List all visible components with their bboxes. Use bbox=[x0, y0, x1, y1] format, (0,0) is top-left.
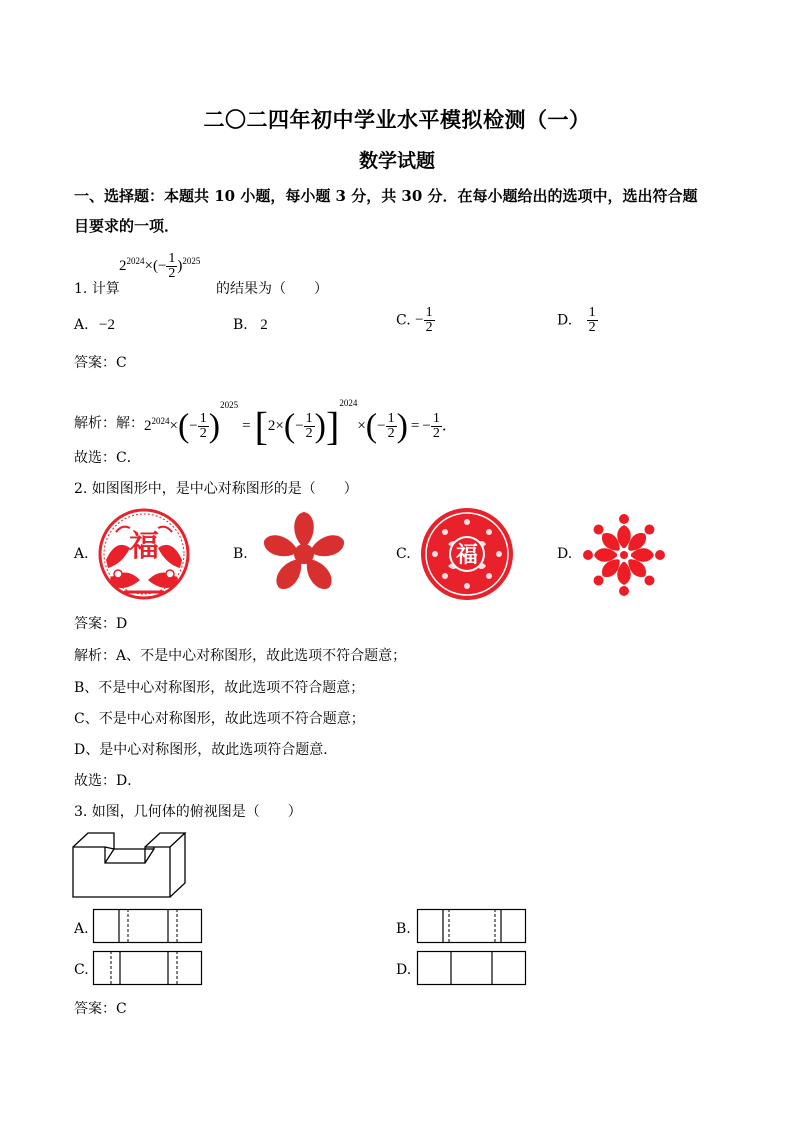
a-rparen3: ) bbox=[396, 407, 408, 445]
q2-option-d-label: D. bbox=[557, 546, 573, 562]
q1-option-c-num: 1 bbox=[425, 305, 433, 320]
q2-option-a-label: A. bbox=[74, 546, 89, 562]
q1-answer: 答案：C bbox=[74, 355, 127, 371]
a-rparen2: ) bbox=[314, 407, 326, 445]
q3-option-c-label: C. bbox=[74, 962, 89, 978]
q3-option-d-label: D. bbox=[396, 962, 412, 978]
q1-suffix: 的结果为（ ） bbox=[216, 281, 328, 297]
a-frac2 bbox=[304, 412, 315, 441]
a-minus2: − bbox=[295, 418, 304, 434]
q1-expr-times: ×(− bbox=[144, 257, 167, 274]
page-title: 二〇二四年初中学业水平模拟检测（一） bbox=[203, 107, 591, 132]
a-period: ． bbox=[441, 418, 457, 434]
q1-option-a-label: A. bbox=[74, 317, 89, 333]
a-rparen1: ) bbox=[208, 407, 221, 445]
q3-option-b-label: B. bbox=[396, 921, 411, 937]
a-times3: × bbox=[357, 418, 366, 434]
q1-option-d bbox=[557, 306, 598, 335]
a-frac3 bbox=[386, 412, 397, 441]
q2-option-c-label: C. bbox=[396, 546, 411, 562]
paper-cut-fu-round-icon bbox=[418, 506, 516, 602]
q3-option-b-view bbox=[417, 909, 527, 944]
five-petal-flower-icon bbox=[256, 508, 352, 598]
fu-char-a: 福 bbox=[129, 529, 159, 564]
q1-option-d-fraction bbox=[587, 306, 598, 335]
q2-analysis-line2: B、不是中心对称图形，故此选项不符合题意； bbox=[74, 680, 365, 696]
a-lparen1: ( bbox=[177, 407, 190, 445]
paper-cut-fu-lions-icon bbox=[96, 508, 192, 600]
q1-option-c bbox=[396, 306, 435, 335]
q2-answer: 答案：D bbox=[74, 616, 128, 632]
a-times1: × bbox=[169, 418, 178, 434]
q1-choose: 故选：C． bbox=[74, 450, 141, 466]
q1-option-c-label: C. bbox=[396, 312, 411, 329]
a-frac2-num: 1 bbox=[305, 411, 313, 427]
a-frac4 bbox=[431, 412, 442, 441]
q1-option-a bbox=[74, 317, 115, 334]
a-frac3-num: 1 bbox=[387, 411, 395, 427]
q1-option-b-label: B. bbox=[233, 317, 248, 333]
q2-choose: 故选：D． bbox=[74, 773, 142, 789]
q1-option-c-den: 2 bbox=[425, 320, 433, 335]
q1-expr-base: 2 bbox=[119, 257, 127, 274]
a-frac1-num: 1 bbox=[199, 411, 207, 427]
a-lparen2: ( bbox=[283, 407, 296, 445]
q1-analysis bbox=[74, 398, 457, 447]
a-exp1: 2024 bbox=[151, 416, 170, 426]
eight-petal-snowflake-icon bbox=[580, 512, 668, 598]
q3-option-d-view bbox=[417, 951, 527, 986]
a-lbrack: [ bbox=[254, 403, 268, 449]
q2-stem: 2. 如图图形中，是中心对称图形的是（ ） bbox=[74, 481, 358, 497]
a-exp3: 2024 bbox=[339, 398, 358, 408]
a-frac4-num: 1 bbox=[432, 411, 440, 427]
q1-option-c-fraction bbox=[424, 306, 435, 335]
a-eq2: = bbox=[410, 418, 420, 434]
a-minus4: − bbox=[422, 418, 431, 434]
a-exp2: 2025 bbox=[220, 400, 239, 410]
q2-analysis-line1: 解析：A、不是中心对称图形，故此选项不符合题意； bbox=[74, 648, 407, 664]
q2-analysis-line3: C、不是中心对称图形，故此选项不符合题意； bbox=[74, 711, 365, 727]
q1-option-d-num: 1 bbox=[588, 305, 596, 320]
a-frac1 bbox=[198, 412, 209, 441]
a-minus3: − bbox=[377, 418, 386, 434]
a-base: 2 bbox=[144, 418, 152, 434]
q2-analysis-line4: D、是中心对称图形，故此选项符合题意． bbox=[74, 742, 338, 758]
q3-stem: 3. 如图，几何体的俯视图是（ ） bbox=[74, 804, 302, 820]
a-frac3-den: 2 bbox=[387, 426, 395, 442]
fu-char-c: 福 bbox=[455, 543, 479, 568]
q1-expr-close: ) bbox=[177, 257, 183, 274]
q1-expr-num: 1 bbox=[168, 251, 176, 266]
q1-option-c-sign: − bbox=[415, 312, 424, 328]
a-minus1: − bbox=[189, 418, 198, 434]
q1-option-d-label: D. bbox=[557, 312, 573, 329]
q3-option-a-label: A. bbox=[74, 921, 89, 937]
q1-option-a-value: −2 bbox=[99, 317, 115, 333]
q1-expr-fraction bbox=[166, 252, 177, 281]
q3-option-c-view bbox=[93, 951, 203, 986]
section-heading-line2: 目要求的一项． bbox=[74, 217, 180, 235]
a-rbrack: ] bbox=[325, 403, 340, 449]
page-subtitle: 数学试题 bbox=[358, 150, 435, 172]
a-lparen3: ( bbox=[365, 407, 378, 445]
a-eq1: = bbox=[242, 418, 251, 434]
a-times2: × bbox=[275, 418, 284, 434]
q1-prefix: 1. 计算 bbox=[74, 281, 120, 297]
q1-expr-exp1: 2024 bbox=[126, 255, 145, 266]
q1-expression bbox=[119, 252, 200, 281]
q2-option-b-label: B. bbox=[233, 546, 248, 562]
geometric-solid-figure bbox=[70, 830, 188, 902]
q3-answer: 答案：C bbox=[74, 1001, 127, 1017]
q1-analysis-expression bbox=[144, 398, 457, 449]
a-two: 2 bbox=[267, 418, 276, 434]
q1-option-b bbox=[233, 317, 268, 334]
q1-expr-den: 2 bbox=[168, 266, 176, 281]
q1-option-b-value: 2 bbox=[260, 317, 268, 333]
section-heading-line1: 一、选择题：本题共 10 小题，每小题 3 分，共 30 分．在每小题给出的选项中，选出符合题 bbox=[74, 187, 698, 205]
a-frac4-den: 2 bbox=[432, 426, 440, 442]
a-frac2-den: 2 bbox=[305, 426, 313, 442]
q3-option-a-view bbox=[93, 909, 203, 944]
q1-expr-exp2: 2025 bbox=[182, 255, 201, 266]
a-frac1-den: 2 bbox=[199, 426, 207, 442]
q1-option-d-den: 2 bbox=[588, 320, 596, 335]
q1-analysis-prefix: 解析：解： bbox=[74, 415, 144, 432]
